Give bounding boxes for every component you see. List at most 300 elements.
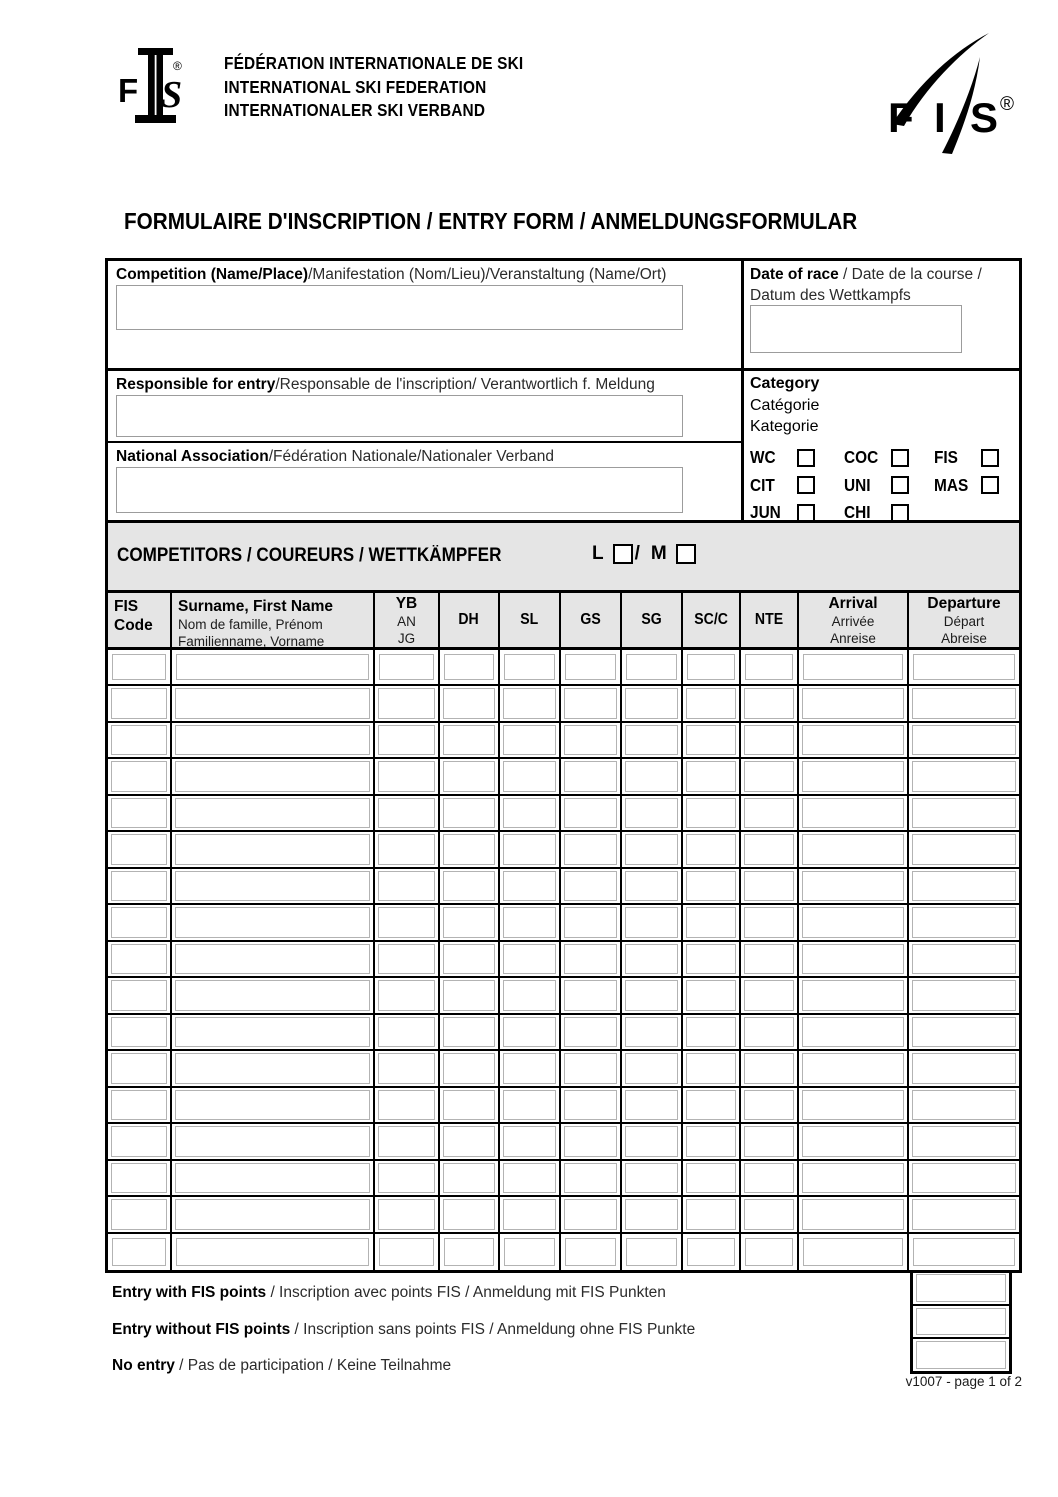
category-checkbox-mas[interactable] [981,476,999,494]
competitor-cell-input[interactable] [687,1238,735,1266]
competitor-row-cell [622,723,683,759]
competitor-cell-input[interactable] [378,1053,435,1083]
competitor-row-cell [172,650,375,686]
competitor-row-cell [683,1124,741,1160]
competitor-row-cell [108,650,172,686]
competitor-row-cell [741,905,799,941]
competitor-cell-input[interactable] [443,1199,495,1229]
competitor-cell-input[interactable] [111,1090,167,1120]
competitor-cell-input[interactable] [176,654,369,680]
competitor-cell-input[interactable] [744,798,794,828]
competitor-cell-input[interactable] [564,1017,617,1047]
competitor-cell-input[interactable] [564,798,617,828]
competitor-cell-input[interactable] [912,1199,1016,1229]
competitor-cell-input[interactable] [625,761,678,791]
competitor-cell-input[interactable] [686,1126,736,1156]
competitor-cell-input[interactable] [744,944,794,974]
competitor-cell-input[interactable] [686,725,736,755]
competitor-cell-input[interactable] [625,725,678,755]
competitor-cell-input[interactable] [686,980,736,1010]
competitor-cell-input[interactable] [111,1053,167,1083]
competitor-cell-input[interactable] [503,1126,556,1156]
competitor-cell-input[interactable] [175,871,370,901]
competitor-cell-input[interactable] [686,761,736,791]
competitor-row-cell [741,796,799,832]
competitors-band [108,523,1019,593]
competitor-row-cell [440,869,500,905]
competitor-row-cell [500,905,561,941]
competitor-row-cell [799,723,909,759]
competitor-row-cell [108,978,172,1014]
column-header-gs: GS [561,593,622,650]
men-checkbox[interactable] [676,544,696,564]
competitor-row-cell [799,1197,909,1233]
competitor-row-cell [375,1124,440,1160]
competitor-row-cell [108,1124,172,1160]
competitor-cell-input[interactable] [802,980,904,1010]
competition-input[interactable] [116,285,683,330]
competitor-cell-input[interactable] [175,1163,370,1193]
fis-brand-logo [876,20,1024,162]
category-checkbox-jun[interactable] [797,504,815,522]
competitor-row-cell [500,759,561,795]
competitor-cell-input[interactable] [175,1090,370,1120]
competitor-row-cell [108,1051,172,1087]
legend-box[interactable] [916,1274,1006,1302]
competitor-cell-input[interactable] [378,834,435,864]
competitor-cell-input[interactable] [175,980,370,1010]
competitor-row-cell [909,1234,1019,1270]
competitor-row-cell [683,1234,741,1270]
competitor-cell-input[interactable] [378,688,435,718]
competitor-cell-input[interactable] [802,1090,904,1120]
competitor-row-cell [500,1197,561,1233]
competitor-cell-input[interactable] [802,1017,904,1047]
competitor-cell-input[interactable] [443,725,495,755]
competitor-row-cell [561,1124,622,1160]
competitor-cell-input[interactable] [176,1238,369,1266]
competitor-cell-input[interactable] [503,1163,556,1193]
competitor-row-cell [440,832,500,868]
competitor-cell-input[interactable] [503,688,556,718]
competitor-row-cell [622,1088,683,1124]
competitor-cell-input[interactable] [912,1163,1016,1193]
competitor-cell-input[interactable] [802,725,904,755]
competitor-cell-input[interactable] [686,798,736,828]
competitor-row-cell [375,1197,440,1233]
competitor-cell-input[interactable] [111,688,167,718]
competitor-row-cell [741,723,799,759]
competitor-cell-input[interactable] [378,907,435,937]
competitor-cell-input[interactable] [175,1053,370,1083]
competitor-cell-input[interactable] [744,1017,794,1047]
competitor-cell-input[interactable] [626,1238,677,1266]
competitor-cell-input[interactable] [912,907,1016,937]
competitor-row-cell [500,1051,561,1087]
competitor-row-cell [909,759,1019,795]
competitor-cell-input[interactable] [802,761,904,791]
competitor-cell-input[interactable] [744,834,794,864]
national-association-input[interactable] [116,467,683,513]
competitor-cell-input[interactable] [625,1199,678,1229]
competitor-cell-input[interactable] [625,944,678,974]
competitor-cell-input[interactable] [175,725,370,755]
competitor-cell-input[interactable] [802,944,904,974]
competitor-row-cell [500,1088,561,1124]
competitor-cell-input[interactable] [111,834,167,864]
competitor-cell-input[interactable] [912,761,1016,791]
competitor-cell-input[interactable] [443,761,495,791]
category-checkbox-wc[interactable] [797,449,815,467]
competitor-cell-input[interactable] [443,980,495,1010]
competitor-cell-input[interactable] [802,798,904,828]
competitor-cell-input[interactable] [744,761,794,791]
competitor-cell-input[interactable] [565,1238,616,1266]
competitor-cell-input[interactable] [175,834,370,864]
competitor-cell-input[interactable] [443,1126,495,1156]
competitor-cell-input[interactable] [111,1199,167,1229]
competitors-heading: COMPETITORS / COUREURS / WETTKÄMPFER [117,545,502,566]
competitor-row-cell [683,796,741,832]
seal-letter-s: S [161,74,183,116]
competitor-cell-input[interactable] [378,871,435,901]
competitor-cell-input[interactable] [686,1053,736,1083]
competitor-cell-input[interactable] [111,907,167,937]
competitor-cell-input[interactable] [803,654,903,680]
column-header-departure: Departure Départ Abreise [909,593,1019,650]
competitor-cell-input[interactable] [503,980,556,1010]
competitor-row-cell [799,1088,909,1124]
competitor-cell-input[interactable] [564,980,617,1010]
competitor-cell-input[interactable] [625,1090,678,1120]
competitor-row-cell [172,686,375,722]
competitor-row-cell [172,942,375,978]
competitor-cell-input[interactable] [912,834,1016,864]
competitor-cell-input[interactable] [686,871,736,901]
competitor-row-cell [108,723,172,759]
competitor-cell-input[interactable] [443,1090,495,1120]
competitor-cell-input[interactable] [503,725,556,755]
competitor-cell-input[interactable] [913,654,1015,680]
competitor-cell-input[interactable] [802,1163,904,1193]
date-of-race-input[interactable] [750,305,962,353]
competitor-row-cell [375,869,440,905]
competitor-row-cell [561,1015,622,1051]
competitor-cell-input[interactable] [503,907,556,937]
competitor-cell-input[interactable] [686,907,736,937]
competitor-cell-input[interactable] [443,944,495,974]
competitor-cell-input[interactable] [564,907,617,937]
competitor-cell-input[interactable] [564,1090,617,1120]
competitor-row-cell [440,796,500,832]
competitor-cell-input[interactable] [744,725,794,755]
competitor-row-cell [561,759,622,795]
competitor-cell-input[interactable] [564,1126,617,1156]
competitor-cell-input[interactable] [687,654,735,680]
competitor-cell-input[interactable] [111,725,167,755]
competitor-cell-input[interactable] [378,1199,435,1229]
competitor-cell-input[interactable] [175,1126,370,1156]
legend-box[interactable] [916,1308,1006,1336]
competitor-cell-input[interactable] [378,1126,435,1156]
competitor-row-cell [561,1161,622,1197]
competitor-cell-input[interactable] [912,980,1016,1010]
competitor-cell-input[interactable] [802,688,904,718]
competitor-cell-input[interactable] [378,798,435,828]
competitor-cell-input[interactable] [803,1238,903,1266]
competitor-cell-input[interactable] [912,798,1016,828]
competitor-cell-input[interactable] [443,871,495,901]
competitor-cell-input[interactable] [503,944,556,974]
competitor-row-cell [741,869,799,905]
category-checkbox-coc[interactable] [891,449,909,467]
competitor-row-cell [500,832,561,868]
category-options [750,444,999,527]
competitor-cell-input[interactable] [625,1053,678,1083]
competitor-row-cell [622,1161,683,1197]
competitor-cell-input[interactable] [686,1017,736,1047]
competitor-row-cell [799,686,909,722]
competitor-cell-input[interactable] [745,1238,793,1266]
competitor-row-cell [375,905,440,941]
competitor-row-cell [909,978,1019,1014]
competitor-cell-input[interactable] [564,761,617,791]
column-header-sl: SL [500,593,561,650]
competitor-cell-input[interactable] [111,761,167,791]
competitor-row-cell [172,1088,375,1124]
competitor-cell-input[interactable] [111,871,167,901]
brand-letter-s: S [970,94,999,141]
competitor-cell-input[interactable] [744,1053,794,1083]
competitor-cell-input[interactable] [379,654,434,680]
competitor-cell-input[interactable] [175,1199,370,1229]
competitor-row-cell [172,905,375,941]
competitor-row-cell [799,1234,909,1270]
competitor-cell-input[interactable] [504,1238,555,1266]
competitor-row-cell [741,978,799,1014]
competitor-cell-input[interactable] [744,1199,794,1229]
column-header-name: Surname, First Name Nom de famille, Prénom Familienname, Vorname [172,593,375,650]
competitor-cell-input[interactable] [443,1017,495,1047]
competitor-cell-input[interactable] [625,871,678,901]
section1-bottom-border [108,368,1019,371]
competitor-cell-input[interactable] [111,798,167,828]
competitor-cell-input[interactable] [625,798,678,828]
competitor-cell-input[interactable] [745,654,793,680]
competitor-cell-input[interactable] [503,761,556,791]
competitor-cell-input[interactable] [111,980,167,1010]
competitor-cell-input[interactable] [443,688,495,718]
competitor-cell-input[interactable] [686,688,736,718]
competitor-cell-input[interactable] [912,1126,1016,1156]
competitor-row-cell [561,796,622,832]
competitor-cell-input[interactable] [912,944,1016,974]
competitor-row-cell [622,796,683,832]
competitor-cell-input[interactable] [111,944,167,974]
category-checkbox-cit[interactable] [797,476,815,494]
competitor-row-cell [440,1197,500,1233]
competitor-row-cell [622,1197,683,1233]
competitor-row-cell [622,686,683,722]
competitor-row-cell [440,942,500,978]
competitor-row-cell [909,942,1019,978]
competitor-cell-input[interactable] [625,1017,678,1047]
competitor-cell-input[interactable] [378,725,435,755]
competitor-cell-input[interactable] [686,944,736,974]
competitor-row-cell [375,723,440,759]
competitor-cell-input[interactable] [564,725,617,755]
competitor-cell-input[interactable] [503,1090,556,1120]
competitor-cell-input[interactable] [744,980,794,1010]
competitor-cell-input[interactable] [912,1090,1016,1120]
competitor-cell-input[interactable] [379,1238,434,1266]
competitor-row-cell [440,1124,500,1160]
legend-box[interactable] [916,1341,1006,1369]
competition-label: Competition (Name/Place)/Manifestation (Nom/Lieu)/Veranstaltung (Name/Ort) [116,266,667,283]
competitor-cell-input[interactable] [112,1238,166,1266]
competitor-cell-input[interactable] [112,654,166,680]
category-checkbox-chi[interactable] [891,504,909,522]
category-checkbox-fis[interactable] [981,449,999,467]
competitor-cell-input[interactable] [686,1090,736,1120]
competitor-cell-input[interactable] [802,1053,904,1083]
competitor-cell-input[interactable] [443,1163,495,1193]
competitor-cell-input[interactable] [802,871,904,901]
competitor-cell-input[interactable] [564,871,617,901]
competitor-cell-input[interactable] [444,1238,494,1266]
competitor-cell-input[interactable] [503,834,556,864]
competitor-row-cell [741,1161,799,1197]
competitor-cell-input[interactable] [625,834,678,864]
competitor-cell-input[interactable] [503,1053,556,1083]
competitor-cell-input[interactable] [175,761,370,791]
competitor-cell-input[interactable] [912,871,1016,901]
competitor-cell-input[interactable] [625,907,678,937]
competitor-row-cell [909,686,1019,722]
competitor-cell-input[interactable] [912,725,1016,755]
category-checkbox-uni[interactable] [891,476,909,494]
legend-entry-with-points: Entry with FIS points / Inscription avec points FIS / Anmeldung mit FIS Punkten [112,1284,666,1301]
competitor-cell-input[interactable] [564,1053,617,1083]
competitor-cell-input[interactable] [503,1017,556,1047]
competitor-cell-input[interactable] [443,907,495,937]
competitor-row-cell [375,1161,440,1197]
competitor-cell-input[interactable] [802,907,904,937]
responsible-input[interactable] [116,395,683,437]
competitor-cell-input[interactable] [744,688,794,718]
competitor-row-cell [909,1161,1019,1197]
competitor-cell-input[interactable] [744,1090,794,1120]
competitor-row-cell [799,869,909,905]
competitor-cell-input[interactable] [175,688,370,718]
competitor-row-cell [375,942,440,978]
competitor-cell-input[interactable] [686,1163,736,1193]
competitor-row-cell [909,796,1019,832]
competitor-row-cell [683,1015,741,1051]
competitor-row-cell [375,1088,440,1124]
competitor-row-cell [108,832,172,868]
legend-box-row [913,1306,1009,1340]
competitor-cell-input[interactable] [744,1126,794,1156]
competitor-cell-input[interactable] [504,654,555,680]
competitor-cell-input[interactable] [175,907,370,937]
competitor-cell-input[interactable] [378,980,435,1010]
competitor-row-cell [741,759,799,795]
competitor-row-cell [561,1051,622,1087]
competitor-cell-input[interactable] [378,1017,435,1047]
competitor-cell-input[interactable] [744,907,794,937]
competitor-cell-input[interactable] [744,871,794,901]
competitor-cell-input[interactable] [913,1238,1015,1266]
competitor-cell-input[interactable] [175,798,370,828]
competitor-cell-input[interactable] [443,1053,495,1083]
competitor-cell-input[interactable] [503,1199,556,1229]
competitor-row-cell [500,869,561,905]
competitor-cell-input[interactable] [744,1163,794,1193]
competitor-cell-input[interactable] [564,1163,617,1193]
competitor-cell-input[interactable] [444,654,494,680]
legend-entry-without-points: Entry without FIS points / Inscription sans points FIS / Anmeldung ohne FIS Punkte [112,1321,696,1338]
competitor-row-cell [561,978,622,1014]
competitor-cell-input[interactable] [111,1163,167,1193]
competitor-cell-input[interactable] [912,1053,1016,1083]
competitor-cell-input[interactable] [378,1090,435,1120]
competitor-cell-input[interactable] [625,980,678,1010]
competitor-cell-input[interactable] [111,1126,167,1156]
ladies-checkbox[interactable] [613,544,633,564]
competitor-row-cell [440,1088,500,1124]
competitor-cell-input[interactable] [378,761,435,791]
competitor-row-cell [622,1015,683,1051]
competitor-cell-input[interactable] [443,834,495,864]
competitor-cell-input[interactable] [503,798,556,828]
competitor-cell-input[interactable] [625,688,678,718]
seal-registered-mark: ® [173,59,182,73]
competitor-cell-input[interactable] [686,1199,736,1229]
competitor-cell-input[interactable] [111,1017,167,1047]
competitor-row-cell [440,905,500,941]
competitor-cell-input[interactable] [686,834,736,864]
competitor-cell-input[interactable] [626,654,677,680]
competitor-row-cell [108,1161,172,1197]
competitor-row-cell [741,1197,799,1233]
competitor-cell-input[interactable] [378,1163,435,1193]
competitor-cell-input[interactable] [625,1126,678,1156]
competitor-cell-input[interactable] [912,688,1016,718]
competitor-cell-input[interactable] [378,944,435,974]
competitor-cell-input[interactable] [564,688,617,718]
competitor-cell-input[interactable] [802,834,904,864]
competitor-cell-input[interactable] [175,1017,370,1047]
competitor-cell-input[interactable] [564,834,617,864]
competitor-cell-input[interactable] [802,1199,904,1229]
column-header-nte: NTE [741,593,799,650]
competitor-cell-input[interactable] [802,1126,904,1156]
competitor-row-cell [375,832,440,868]
competitor-cell-input[interactable] [503,871,556,901]
competitor-row-cell [741,1015,799,1051]
competitor-cell-input[interactable] [564,944,617,974]
gender-selector [592,543,696,565]
competitor-cell-input[interactable] [443,798,495,828]
competitor-cell-input[interactable] [912,1017,1016,1047]
competitor-cell-input[interactable] [565,654,616,680]
competitor-cell-input[interactable] [564,1199,617,1229]
competitor-cell-input[interactable] [175,944,370,974]
competitor-row-cell [108,905,172,941]
competitor-cell-input[interactable] [625,1163,678,1193]
competitor-row-cell [172,796,375,832]
